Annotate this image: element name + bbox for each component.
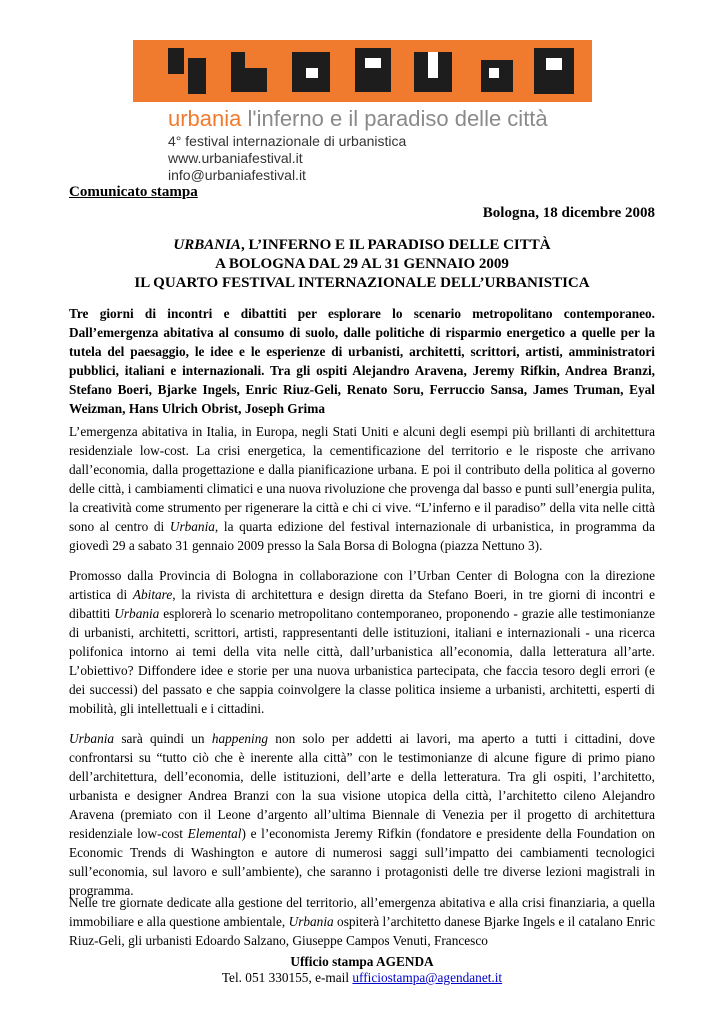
brand-tagline: l'inferno e il paradiso delle città: [241, 106, 548, 131]
logo-glyph-r: [231, 48, 271, 94]
logo-glyph-u: [168, 48, 208, 94]
title-line-2: A BOLOGNA DAL 29 AL 31 GENNAIO 2009: [215, 256, 509, 272]
footer-press-office: Ufficio stampa AGENDA: [290, 954, 434, 969]
title-line-3: IL QUARTO FESTIVAL INTERNAZIONALE DELL’URBANISTICA: [134, 275, 590, 291]
festival-line: 4° festival internazionale di urbanistica: [168, 133, 407, 149]
dateline: Bologna, 18 dicembre 2008: [482, 205, 655, 221]
title-line-1-rest: , L’INFERNO E IL PARADISO DELLE CITTÀ: [240, 237, 551, 253]
paragraph-1: L’emergenza abitativa in Italia, in Europa, negli Stati Uniti e alcuni degli esempi più brillanti di architettura residenziale low-cost. La crisi energetica, la cementificazione del territorio e le risposte che arrivano dall’economia, dalla progettazione e dalla pianificazione urbana. E poi il contributo della politica al governo delle città, i cambiamenti climatici e una nuova rivoluzione che provenga dal basso e punti sull’energia pulita, la creatività come strumento per rigenerare la città e chi ci vive. “L’inferno e il paradiso” della vita nelle città sono al centro di Urbania, la quarta edizione del festival internazionale di urbanistica, in programma da giovedì 29 a sabato 31 gennaio 2009 presso la Sala Borsa di Bologna (piazza Nettuno 3).: [69, 424, 655, 553]
website-link[interactable]: www.urbaniafestival.it: [168, 150, 303, 166]
title-line-1: [69, 236, 655, 255]
footer-phone: Tel. 051 330155, e-mail: [221, 970, 353, 985]
logo-glyph-a2: [534, 48, 574, 94]
lead-paragraph: Tre giorni di incontri e dibattiti per esplorare lo scenario metropolitano contemporaneo. Dall’emergenza abitativa al consumo di suolo, dalle politiche di risparmio energetico a quelle per la tutela del paesaggio, le idee e le esperienze di urbanisti, architetti, scrittori, artisti, amministratori pubblici, italiani e internazionali. Tra gli ospiti Alejandro Aravena, Jeremy Rifkin, Andrea Branzi, Stefano Boeri, Bjarke Ingels, Enric Riuz-Geli, Renato Soru, Ferruccio Sansa, James Truman, Eyal Weizman, Hans Ulrich Obrist, Joseph Grima: [69, 306, 655, 416]
logo-glyph-a: [353, 48, 393, 94]
press-release-label: Comunicato stampa: [69, 184, 198, 200]
logo-glyph-b: [292, 48, 332, 94]
paragraph-2: Promosso dalla Provincia di Bologna in collaborazione con l’Urban Center di Bologna con la direzione artistica di Abitare, la rivista di architettura e design diretta da Stefano Boeri, in tre giorni di incontri e dibattiti Urbania esplorerà lo scenario metropolitano contemporaneo, proponendo - grazie alle testimonianze di urbanisti, architetti, scrittori, artisti, rappresentanti delle istituzioni, italiani e internazionali - una ricerca polifonica intorno ai temi della vita nelle città, dall’urbanistica all’economia, dalla letteratura all’arte. L’obiettivo? Diffondere idee e storie per una nuova urbanistica partecipata, che faccia tesoro degli errori (e dei successi) del passato e che sappia coinvolgere la classe politica insieme a urbanisti, architetti, esperti di mobilità, gli intellettuali e i cittadini.: [69, 568, 655, 716]
brand-line: [168, 106, 548, 132]
title-urbania: URBANIA: [173, 237, 241, 253]
paragraph-3: Urbania sarà quindi un happening non solo per addetti ai lavori, ma aperto a tutti i cittadini, dove confrontarsi su “tutto ciò che è inerente alla città” con le testimonianze di alcune figure di primo piano dell’architettura, dell’economia, delle istituzioni, dell’arte e della letteratura. Tra gli ospiti, l’architetto, urbanista e designer Andrea Branzi con la sua visione utopica della città, l’architetto cileno Alejandro Aravena (premiato con il Leone d’argento all’ultima Biennale di Venezia per il progetto di architettura residenziale low-cost Elemental) e l’economista Jeremy Rifkin (fondatore e presidente della Foundation on Economic Trends di Washington e autore di numerosi saggi sull’impatto dei cambiamenti tecnologici sull’economia, sul lavoro e sull’ambiente), che saranno i protagonisti delle tre diverse lezioni magistrali in programma.: [69, 731, 655, 898]
release-title: [69, 236, 655, 293]
logo-glyph-n: [414, 48, 454, 94]
footer-email-link[interactable]: ufficiostampa@agendanet.it: [352, 970, 503, 985]
brand-name: urbania: [168, 106, 242, 131]
paragraph-4: Nelle tre giornate dedicate alla gestione del territorio, all’emergenza abitativa e alla crisi finanziaria, a quella immobiliare e alla questione ambientale, Urbania ospiterà l’architetto danese Bjarke Ingels e il catalano Enric Riuz-Geli, gli urbanisti Edoardo Salzano, Giuseppe Campos Venuti, Francesco: [69, 895, 655, 948]
logo-glyph-i: [475, 48, 515, 94]
header-email[interactable]: info@urbaniafestival.it: [168, 167, 306, 183]
footer-contact: [69, 969, 655, 987]
